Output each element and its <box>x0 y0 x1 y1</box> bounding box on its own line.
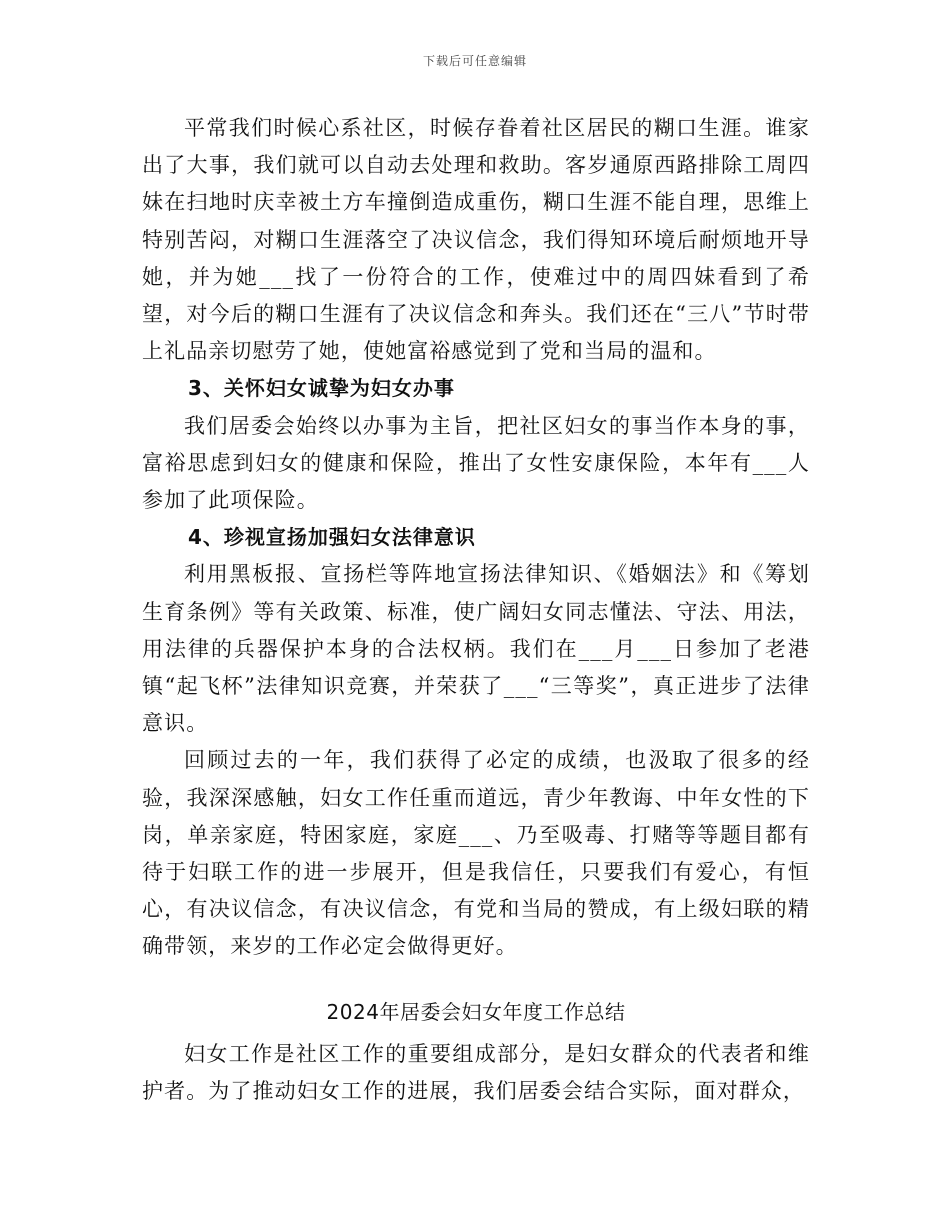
section-heading-3: 3、关怀妇女诚挚为妇女办事 <box>188 376 455 401</box>
paragraph-legal-awareness: 利用黑板报、宣扬栏等阵地宣扬法律知识、《婚姻法》和《筹划生育条例》等有关政策、标准，使广阔妇女同志懂法、守法、用法，用法律的兵器保护本身的合法权柄。我们在___月___日参加了老港镇“起飞杯”法律知识竞赛，并荣获了___“三等奖”，真正进步了法律意识。 <box>142 562 810 736</box>
paragraph-review: 回顾过去的一年，我们获得了必定的成绩，也汲取了很多的经验，我深深感触，妇女工作任重而道远，青少年教诲、中年女性的下岗，单亲家庭，特困家庭，家庭___、乃至吸毒、打赌等等题目都有待于妇联工作的进一步展开，但是我信任，只要我们有爱心，有恒心，有决议信念，有决议信念，有党和当局的赞成，有上级妇联的精确带领，来岁的工作必定会做得更好。 <box>142 748 810 959</box>
paragraph-insurance: 我们居委会始终以办事为主旨，把社区妇女的事当作本身的事，富裕思虑到妇女的健康和保险，推出了女性安康保险，本年有___人参加了此项保险。 <box>142 413 810 513</box>
section-heading-4: 4、珍视宣扬加强妇女法律意识 <box>188 525 476 550</box>
header-note: 下载后可任意编辑 <box>422 54 527 68</box>
document-title: 2024年居委会妇女年度工作总结 <box>326 999 626 1024</box>
document-body <box>142 110 810 1110</box>
paragraph-community-care: 平常我们时候心系社区，时候存眷着社区居民的糊口生涯。谁家出了大事，我们就可以自动去处理和救助。客岁通原西路排除工周四妹在扫地时庆幸被土方车撞倒造成重伤，糊口生涯不能自理，思维上特别苦闷，对糊口生涯落空了决议信念，我们得知环境后耐烦地开导她，并为她___找了一份符合的工作，使难过中的周四妹看到了希望，对今后的糊口生涯有了决议信念和奔头。我们还在“三八”节时带上礼品亲切慰劳了她，使她富裕感觉到了党和当局的温和。 <box>142 116 810 364</box>
paragraph-intro: 妇女工作是社区工作的重要组成部分，是妇女群众的代表者和维护者。为了推动妇女工作的进展，我们居委会结合实际，面对群众， <box>142 1041 810 1103</box>
